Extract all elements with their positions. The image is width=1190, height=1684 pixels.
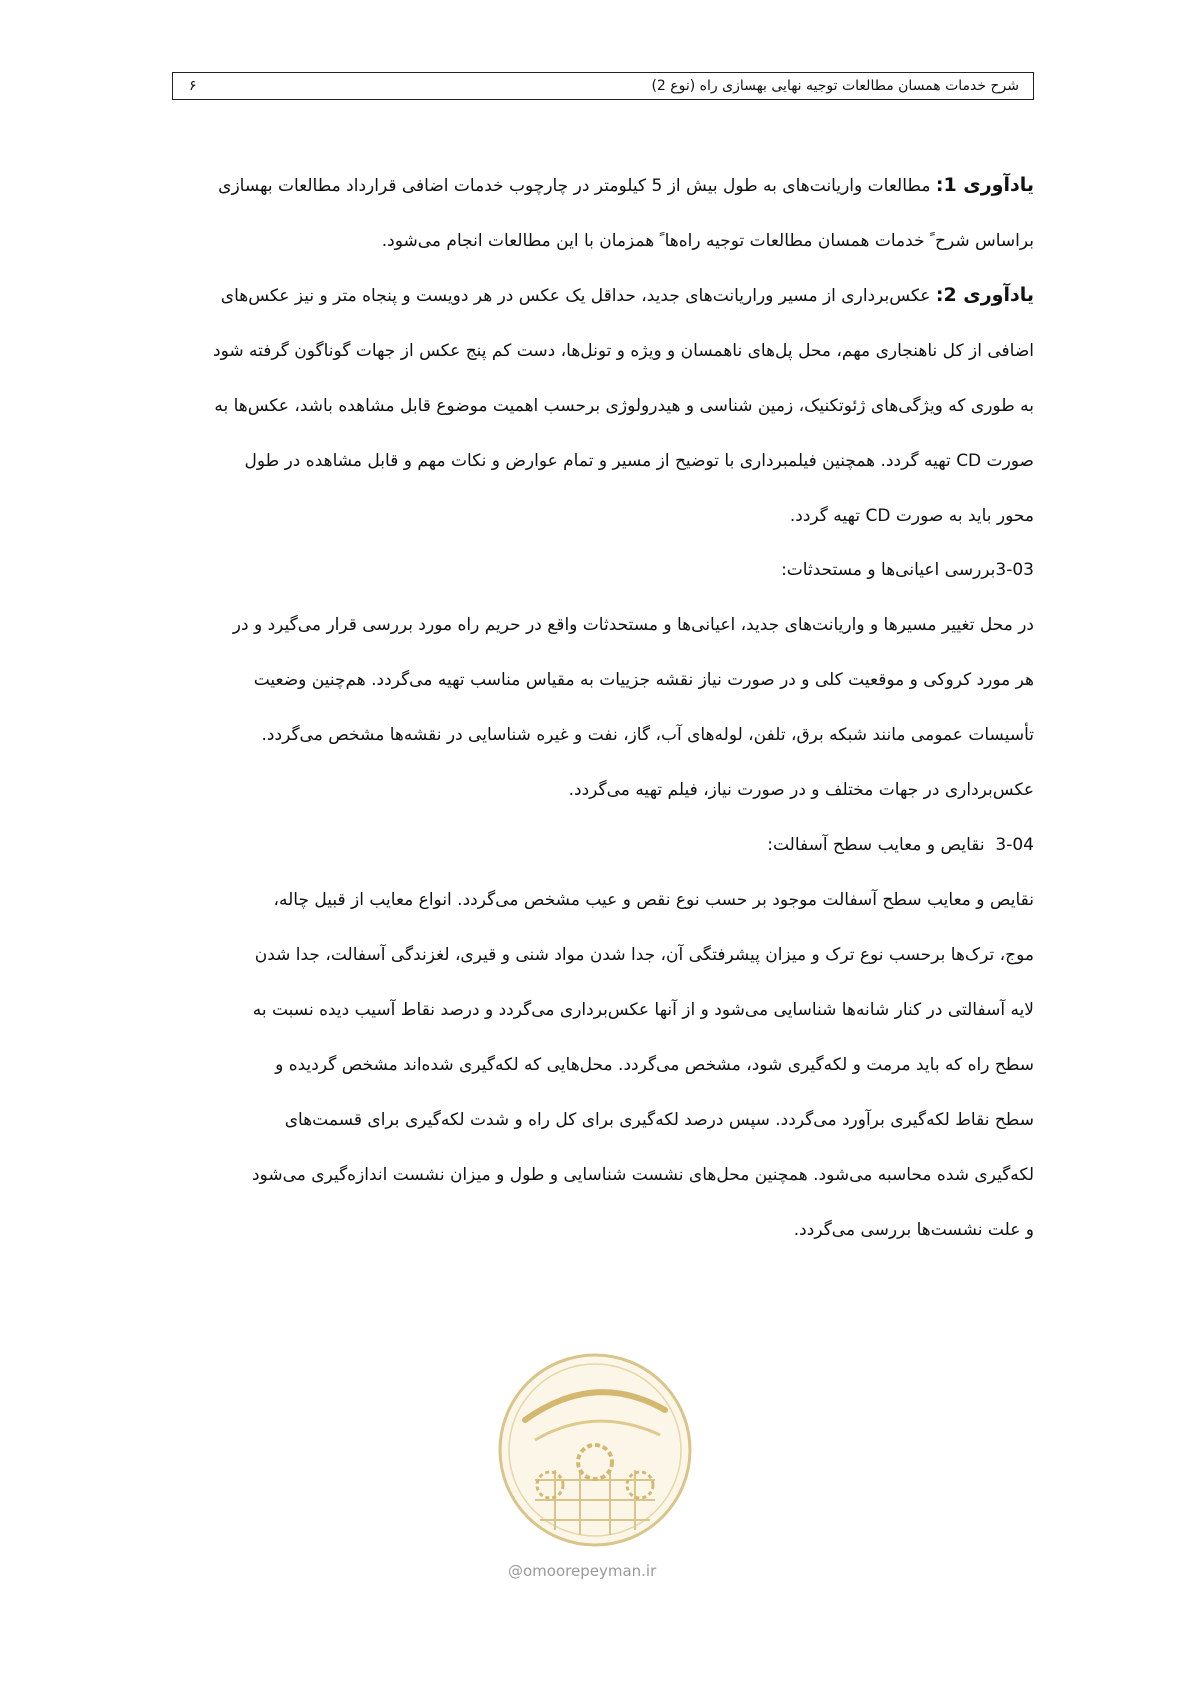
note-1-label: یادآوری 1: <box>935 174 1034 196</box>
page-number: ۶ <box>189 78 197 94</box>
section-3-03-line-1: در محل تغییر مسیرها و واریانت‌های جدید، اعیانی‌ها و مستحدثات واقع در حریم راه مورد بررسی قرار می‌گیرد و در <box>232 615 1034 635</box>
note-2-line-4: صورت CD تهیه گردد. همچنین فیلمبرداری با توضیح از مسیر و تمام عوارض و نکات مهم و قابل مشاهده در طول <box>244 451 1034 471</box>
section-3-04-line-6: لکه‌گیری شده محاسبه می‌شود. همچنین محل‌های نشست شناسایی و طول و میزان نشست اندازه‌گیری می‌شود <box>251 1165 1034 1185</box>
note-1-line-1: یادآوری 1: مطالعات واریانت‌های به طول بیش از 5 کیلومتر در چارچوب خدمات اضافی قرارداد مطالعات بهسازی <box>218 174 1034 196</box>
section-3-04-line-1: نقایص و معایب سطح آسفالت موجود بر حسب نوع نقص و عیب مشخص می‌گردد. انواع معایب از قبیل چاله، <box>273 890 1034 910</box>
note-2-line-1: یادآوری 2: عکس‌برداری از مسیر وراریانت‌های جدید، حداقل یک عکس در هر دویست و پنجاه متر و نیز عکس‌های <box>220 284 1034 306</box>
header-title: شرح خدمات همسان مطالعات توجیه نهایی بهسازی راه (نوع 2) <box>651 78 1019 94</box>
section-3-03-number: 3-03 <box>995 560 1034 580</box>
section-3-04-line-2: موج، ترک‌ها برحسب نوع ترک و میزان پیشرفتگی آن، جدا شدن مواد شنی و قیری، لغزندگی آسفالت، جدا شدن <box>254 945 1034 965</box>
note-2-line-5: محور باید به صورت CD تهیه گردد. <box>789 506 1034 526</box>
section-3-04-heading <box>172 818 1034 873</box>
section-3-03-title: بررسی اعیانی‌ها و مستحدثات: <box>781 560 996 580</box>
section-3-03-line-4: عکس‌برداری در جهات مختلف و در صورت نیاز، فیلم تهیه می‌گردد. <box>568 780 1034 800</box>
section-3-04-line-3: لایه آسفالتی در کنار شانه‌ها شناسایی می‌شود و از آنها عکس‌برداری می‌گردد و درصد نقاط آسیب دیده نسبت به <box>252 1000 1034 1020</box>
section-3-03-heading <box>172 543 1034 598</box>
section-3-04-number: 3-04 <box>995 835 1034 855</box>
note-2-label: یادآوری 2: <box>935 284 1034 306</box>
section-3-03 <box>172 543 1034 818</box>
section-3-04-line-7: و علت نشست‌ها بررسی می‌گردد. <box>793 1220 1034 1240</box>
note-2-line-3: به طوری که ویژگی‌های ژئوتکنیک، زمین شناسی و هیدرولوژی برحسب اهمیت موضوع قابل مشاهده باشد، عکس‌ها به <box>214 396 1034 416</box>
note-2 <box>172 268 1034 544</box>
section-3-04-title: نقایص و معایب سطح آسفالت: <box>767 835 985 855</box>
section-3-03-line-3: تأسیسات عمومی مانند شبکه برق، تلفن، لوله‌های آب، گاز، نفت و غیره شناسایی در نقشه‌ها مشخص می‌گردد. <box>261 725 1034 745</box>
watermark-seal-icon <box>495 1350 695 1550</box>
section-3-04 <box>172 818 1034 1258</box>
page-header <box>172 72 1034 100</box>
note-1 <box>172 158 1034 269</box>
section-3-03-line-2: هر مورد کروکی و موقعیت کلی و در صورت نیاز نقشه جزییات به مقیاس مناسب تهیه می‌گردد. هم‌چنین وضعیت <box>253 670 1034 690</box>
note-1-line-2: براساس شرح ً خدمات همسان مطالعات توجیه راه‌ها ً همزمان با این مطالعات انجام می‌شود. <box>381 231 1034 251</box>
note-2-line-2: اضافی از کل ناهنجاری مهم، محل پل‌های ناهمسان و ویژه و تونل‌ها، دست کم پنج عکس از جهات گوناگون گرفته شود <box>213 341 1034 361</box>
section-3-04-line-5: سطح نقاط لکه‌گیری برآورد می‌گردد. سپس درصد لکه‌گیری برای کل راه و شدت لکه‌گیری برای قسمت‌های <box>284 1110 1034 1130</box>
watermark-website: @omoorepeyman.ir <box>508 1562 657 1580</box>
section-3-04-line-4: سطح راه که باید مرمت و لکه‌گیری شود، مشخص می‌گردد. محل‌هایی که لکه‌گیری شده‌اند مشخص گردیده و <box>275 1055 1034 1075</box>
